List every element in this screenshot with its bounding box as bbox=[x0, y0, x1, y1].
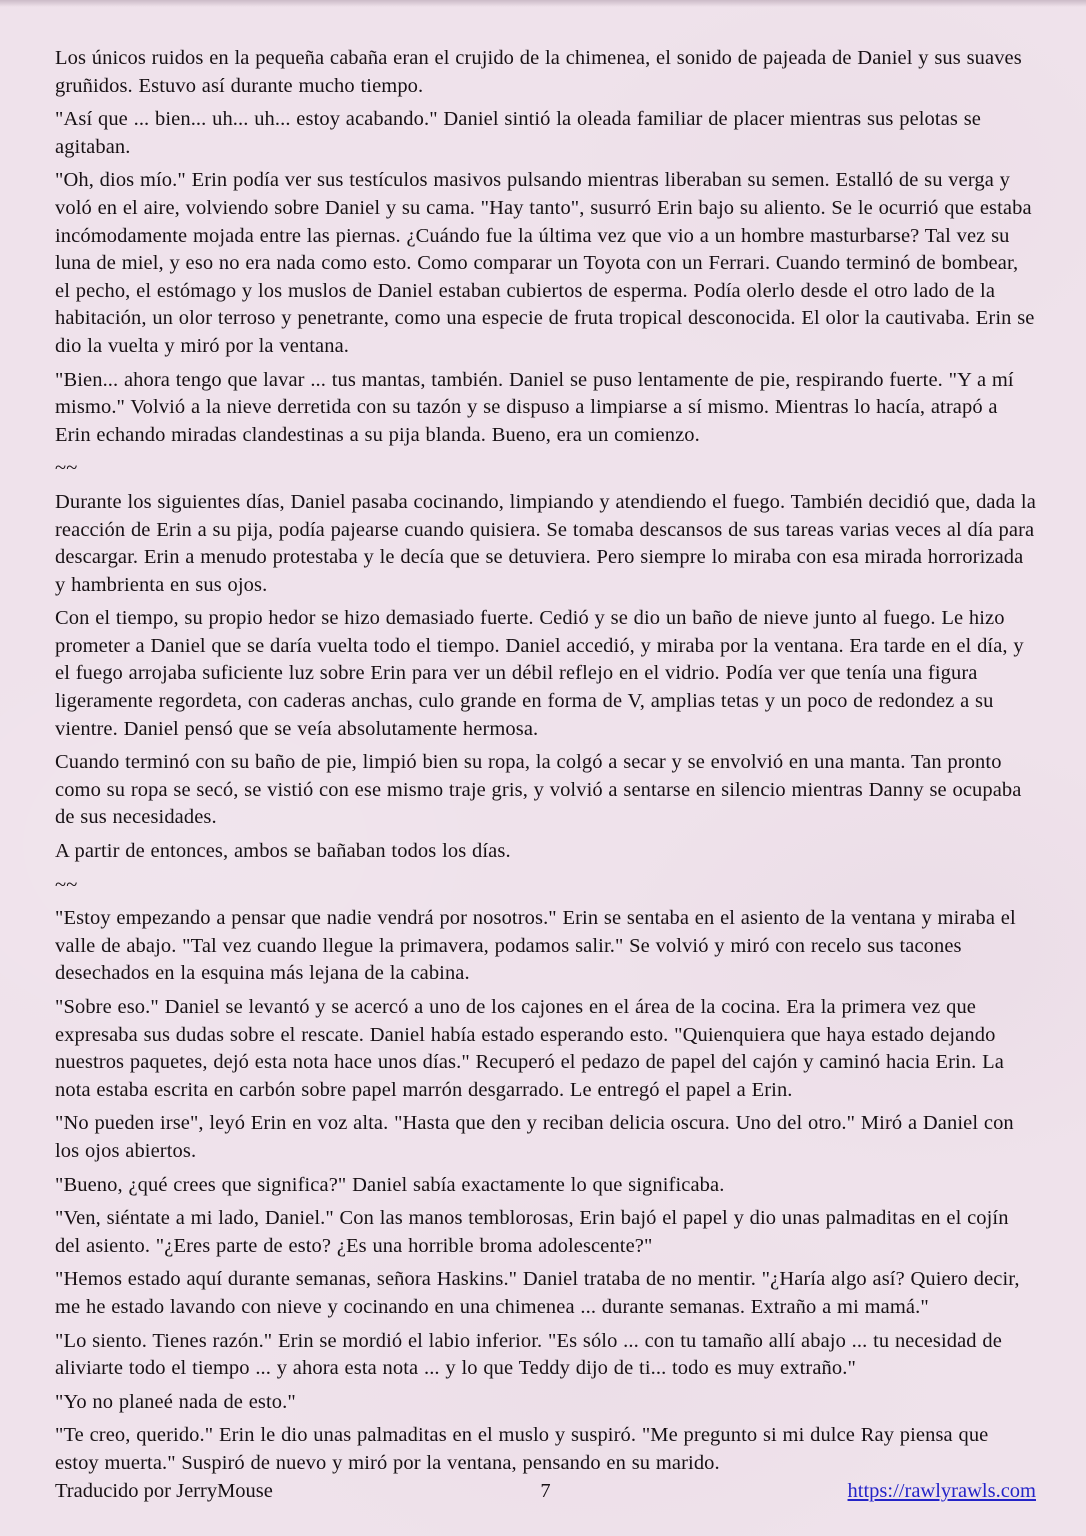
paragraph: "Sobre eso." Daniel se levantó y se acercó a uno de los cajones en el área de la cocina. Era la primera vez que expresaba sus dudas sobre el rescate. Daniel había estado esperando esto. "Quienquiera que haya estado dejando nuestros paquetes, dejó esta nota hace unos días." Recuperó el pedazo de papel del cajón y caminó hacia Erin. La nota estaba escrita en carbón sobre papel marrón desgarrado. Le entregó el papel a Erin. bbox=[55, 996, 1004, 1101]
page-number: 7 bbox=[540, 1480, 551, 1502]
paragraph: "Yo no planeé nada de esto." bbox=[55, 1390, 296, 1413]
paragraph: "Ven, siéntate a mi lado, Daniel." Con las manos temblorosas, Erin bajó el papel y dio unas palmaditas en el cojín del asiento. "¿Eres parte de esto? ¿Es una horrible broma adolescente?" bbox=[55, 1207, 1009, 1257]
page-footer bbox=[55, 1480, 1036, 1503]
paragraph: "Te creo, querido." Erin le dio unas palmaditas en el muslo y suspiró. "Me pregunto si mi dulce Ray piensa que estoy muerta." Suspiró de nuevo y miró por la ventana, pensando en su marido. bbox=[55, 1424, 989, 1474]
paragraph: "Bueno, ¿qué crees que significa?" Daniel sabía exactamente lo que significaba. bbox=[55, 1173, 725, 1196]
page-body bbox=[55, 45, 1036, 1484]
paragraph: "Lo siento. Tienes razón." Erin se mordió el labio inferior. "Es sólo ... con tu tamaño allí abajo ... tu necesidad de aliviarte todo el tiempo ... y ahora esta nota ... y lo que Teddy dijo de ti... todo es muy extraño." bbox=[55, 1329, 1002, 1380]
paragraph: "Así que ... bien... uh... uh... estoy acabando." Daniel sintió la oleada familiar de placer mientras sus pelotas se agitaban. bbox=[55, 108, 981, 158]
website-link[interactable]: https://rawlyrawls.com bbox=[847, 1480, 1036, 1502]
paragraph: Con el tiempo, su propio hedor se hizo demasiado fuerte. Cedió y se dio un baño de nieve junto al fuego. Le hizo prometer a Daniel que se daría vuelta todo el tiempo. Daniel accedió, y miraba por la ventana. Era tarde en el día, y el fuego arrojaba suficiente luz sobre Erin para ver un débil reflejo en el vidrio. Podía ver que tenía una figura ligeramente regordeta, con caderas anchas, culo grande en forma de V, amplias tetas y un poco de redondez a su vientre. Daniel pensó que se veía absolutamente hermosa. bbox=[55, 607, 1024, 740]
paragraph: A partir de entonces, ambos se bañaban todos los días. bbox=[55, 840, 511, 863]
paragraph: Durante los siguientes días, Daniel pasaba cocinando, limpiando y atendiendo el fuego. También decidió que, dada la reacción de Erin a su pija, podía pajearse cuando quisiera. Se tomaba descansos de sus tareas varias veces al día para descargar. Erin a menudo protestaba y le decía que se detuviera. Pero siempre lo miraba con esa mirada horrorizada y hambrienta en sus ojos. bbox=[55, 490, 1036, 596]
paragraph: ~~ bbox=[55, 457, 78, 480]
paragraph: ~~ bbox=[55, 873, 78, 896]
paragraph: "Oh, dios mío." Erin podía ver sus testículos masivos pulsando mientras liberaban su semen. Estalló de su verga y voló en el aire, volviendo sobre Daniel y su cama. "Hay tanto", susurró Erin bajo su aliento. Se le ocurrió que estaba incómodamente mojada entre las piernas. ¿Cuándo fue la última vez que vio a un hombre masturbarse? Tal vez su luna de miel, y eso no era nada como esto. Como comparar un Toyota con un Ferrari. Cuando terminó de bombear, el pecho, el estómago y los muslos de Daniel estaban cubiertos de esperma. Podía olerlo desde el otro lado de la habitación, un olor terroso y penetrante, como una especie de fruta tropical desconocida. El olor la cautivaba. Erin se dio la vuelta y miró por la ventana. bbox=[55, 169, 1035, 357]
paragraph: Los únicos ruidos en la pequeña cabaña eran el crujido de la chimenea, el sonido de pajeada de Daniel y sus suaves gruñidos. Estuvo así durante mucho tiempo. bbox=[55, 47, 1022, 97]
page-top-edge-shadow bbox=[0, 0, 1086, 7]
paragraph: Cuando terminó con su baño de pie, limpió bien su ropa, la colgó a secar y se envolvió en una manta. Tan pronto como su ropa se secó, se vistió con ese mismo traje gris, y volvió a sentarse en silencio mientras Danny se ocupaba de sus necesidades. bbox=[55, 751, 1022, 829]
paragraph: "No pueden irse", leyó Erin en voz alta. "Hasta que den y reciban delicia oscura. Uno del otro." Miró a Daniel con los ojos abiertos. bbox=[55, 1112, 1014, 1162]
translator-credit: Traducido por JerryMouse bbox=[55, 1480, 273, 1502]
paragraph: "Estoy empezando a pensar que nadie vendrá por nosotros." Erin se sentaba en el asiento de la ventana y miraba el valle de abajo. "Tal vez cuando llegue la primavera, podamos salir." Se volvió y miró con recelo sus tacones desechados en la esquina más lejana de la cabina. bbox=[55, 907, 1016, 985]
paragraph: "Bien... ahora tengo que lavar ... tus mantas, también. Daniel se puso lentamente de pie, respirando fuerte. "Y a mí mismo." Volvió a la nieve derretida con su tazón y se dispuso a limpiarse a sí mismo. Mientras lo hacía, atrapó a Erin echando miradas clandestinas a su pija blanda. Bueno, era un comienzo. bbox=[55, 368, 1014, 446]
paragraph: "Hemos estado aquí durante semanas, señora Haskins." Daniel trataba de no mentir. "¿Haría algo así? Quiero decir, me he estado lavando con nieve y cocinando en una chimenea ... durante semanas. Extraño a mi mamá." bbox=[55, 1268, 1020, 1318]
